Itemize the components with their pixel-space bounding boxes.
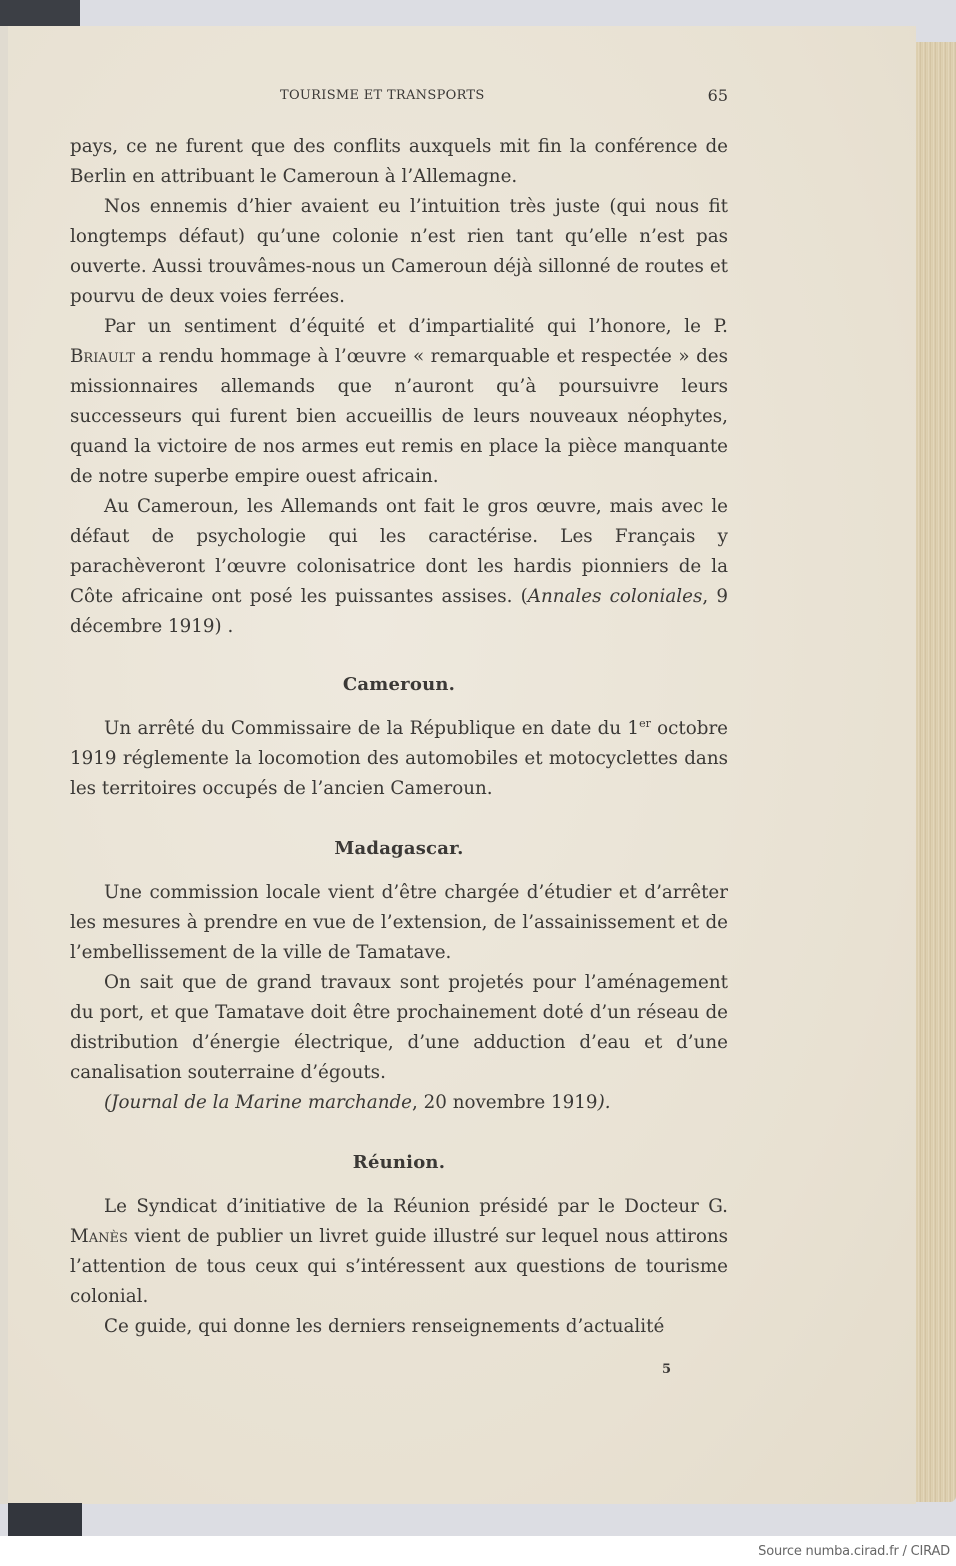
text-run: ). <box>597 1092 611 1113</box>
running-head <box>70 88 730 108</box>
paragraph: Une commission locale vient d’être chargée d’étudier et d’arrêter les mesures à prendre en vue de l’extension, de l’assainissement et de l’embellissement de la ville de Tamatave. <box>70 882 728 963</box>
source-date: , 9 décembre 1919) . <box>70 586 728 637</box>
author-name-manes: Manès <box>70 1226 128 1247</box>
paragraph <box>70 714 728 804</box>
author-name-briault: Briault <box>70 346 135 367</box>
paragraph: Nos ennemis d’hier avaient eu l’intuition très juste (qui nous fit longtemps défaut) qu’une colonie n’est rien tant qu’elle n’est pas ouverte. Aussi trouvâmes-nous un Cameroun déjà sillonné de routes et pourvu de deux voies ferrées. <box>70 196 728 307</box>
superscript: er <box>639 716 651 730</box>
scanner-bed-corner-bottom <box>8 1503 82 1536</box>
page-body <box>70 132 728 1342</box>
running-title: TOURISME ET TRANSPORTS <box>280 88 485 103</box>
paragraph <box>70 312 728 492</box>
source-title: Annales coloniales <box>527 586 703 607</box>
text-run: ( <box>104 1092 112 1113</box>
scanner-bed-corner-top <box>0 0 80 28</box>
paragraph <box>70 492 728 642</box>
source-credit: Source numba.cirad.fr / CIRAD <box>758 1544 950 1559</box>
text-run: Au Cameroun, les Allemands ont fait le gros œuvre, mais avec le défaut de psychologie qui les caractérise. Les Français y parachèveront l’œuvre colonisatrice dont les hardis pionniers de la Côte africaine ont posé les puissantes assises. ( <box>70 496 728 607</box>
text-run: Un arrêté du Commissaire de la République en date du 1 <box>104 718 640 739</box>
section-heading-cameroun: Cameroun. <box>342 674 456 695</box>
page-left-edge <box>0 26 8 1504</box>
text-run: vient de publier un livret guide illustré sur lequel nous attirons l’attention de tous ceux qui s’intéressent aux questions de tourisme colonial. <box>70 1226 728 1307</box>
paragraph <box>70 1192 728 1312</box>
text-run: Par un sentiment d’équité et d’impartialité qui l’honore, le P. <box>104 316 728 337</box>
paragraph-continued: pays, ce ne furent que des conflits auxquels mit fin la conférence de Berlin en attribuant le Cameroun à l’Allemagne. <box>70 136 728 187</box>
text-run: Le Syndicat d’initiative de la Réunion présidé par le Docteur G. <box>104 1196 728 1217</box>
page-stack-edge <box>912 42 956 1502</box>
text-run: a rendu hommage à l’œuvre « remarquable et respectée » des missionnaires allemands que n’auront qu’à poursuivre leurs successeurs qui furent bien accueillis de leurs nouveaux néophytes, quand la victoire de nos armes eut remis en place la pièce manquante de notre superbe empire ouest africain. <box>70 346 728 487</box>
section-heading-madagascar: Madagascar. <box>334 838 464 859</box>
section-heading-reunion: Réunion. <box>352 1152 446 1173</box>
signature-mark: 5 <box>662 1362 672 1377</box>
paragraph: On sait que de grand travaux sont projetés pour l’aménagement du port, et que Tamatave doit être prochainement doté d’un réseau de distribution d’énergie électrique, d’une adduction d’eau et d’une canalisation souterraine d’égouts. <box>70 972 728 1083</box>
paragraph: Ce guide, qui donne les derniers renseignements d’actualité <box>104 1316 665 1337</box>
citation <box>70 1088 728 1118</box>
source-title: Journal de la Marine marchande <box>111 1092 412 1113</box>
page-number: 65 <box>707 86 728 105</box>
source-date: , 20 novembre 1919 <box>412 1092 598 1113</box>
text-run: octobre 1919 réglemente la locomotion des automobiles et motocyclettes dans les territoires occupés de l’ancien Cameroun. <box>70 718 728 799</box>
